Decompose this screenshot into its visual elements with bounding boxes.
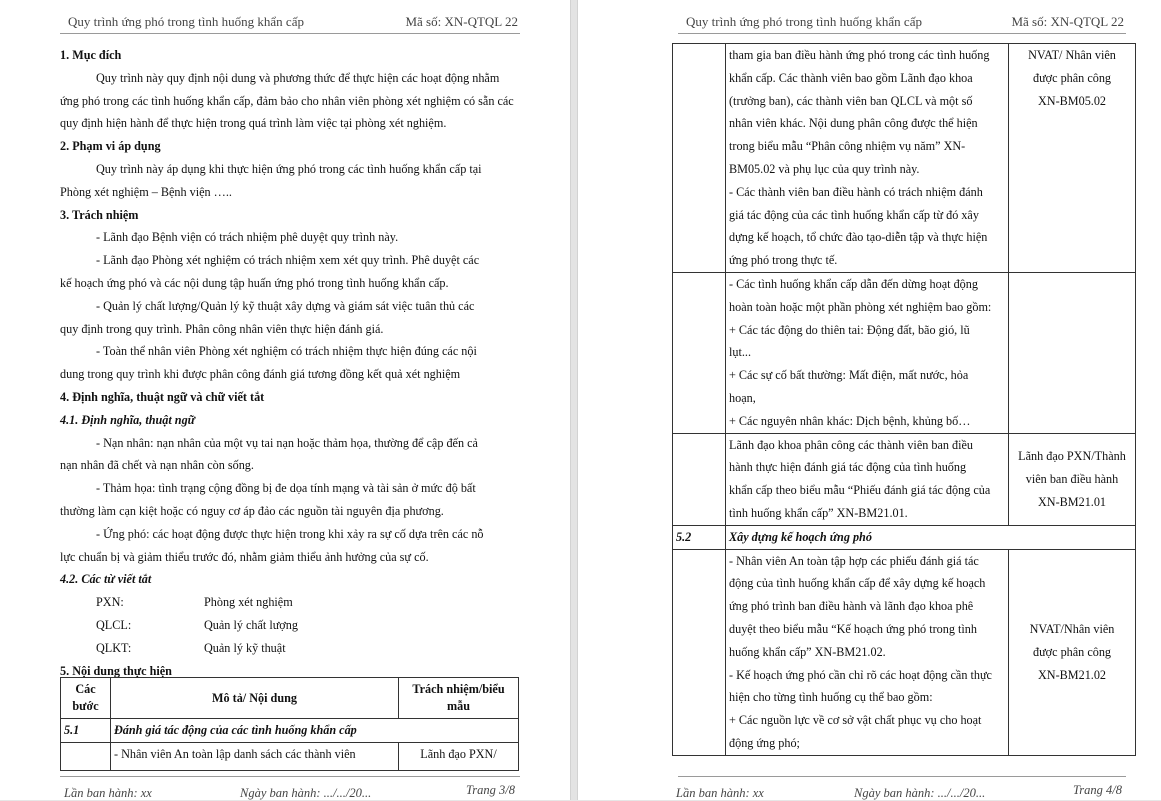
- section-2-heading: 2. Phạm vi áp dụng: [60, 139, 161, 154]
- body-line: kế hoạch ứng phó và các nội dung tập huấn ứng phó trong tình huống khẩn cấp.: [60, 275, 449, 290]
- abbreviation-value: Quản lý chất lượng: [204, 617, 298, 632]
- abbreviation-row: [60, 637, 518, 660]
- body-line: quy định trong quy trình. Phân công nhân viên thực hiện đánh giá.: [60, 321, 384, 336]
- page-footer: [678, 776, 1126, 800]
- table-row: [673, 44, 1136, 273]
- body-line: - Thảm họa: tình trạng cộng đồng bị đe dọa tính mạng và tài sản ở mức độ bất: [96, 481, 476, 496]
- table-row: [61, 742, 519, 770]
- footer-page-number: Trang 3/8: [466, 783, 515, 797]
- table-cell: Lãnh đạo khoa phân công các thành viên ban điều hành thực hiện đánh giá tác động của tình huống khẩn cấp theo biểu mẫu “Phiếu đánh giá tác động của tình huống khẩn cấp” XN-BM21.01.: [726, 433, 1009, 525]
- abbreviation-value: Phòng xét nghiệm: [204, 595, 293, 610]
- page-gutter: [570, 0, 578, 800]
- table-cell: - Nhân viên An toàn lập danh sách các thành viên: [111, 742, 399, 770]
- body-line: - Nạn nhân: nạn nhân của một vụ tai nạn hoặc thảm họa, thường để cập đến cả: [96, 435, 478, 450]
- step-title: Xây dựng kế hoạch ứng phó: [726, 525, 1136, 549]
- table-cell: [61, 742, 111, 770]
- table-row: [673, 549, 1136, 755]
- body-line: lực chuẩn bị và giảm thiểu trước đó, nhằm giảm thiểu ảnh hưởng của sự cố.: [60, 549, 429, 564]
- table-cell: [673, 433, 726, 525]
- body-line: - Lãnh đạo Phòng xét nghiệm có trách nhiệm xem xét quy trình. Phê duyệt các: [96, 253, 480, 268]
- table-cell: Lãnh đạo PXN/Thành viên ban điều hành XN-BM21.01: [1009, 433, 1136, 525]
- body-line: thường làm cạn kiệt hoặc có nguy cơ áp đảo các nguồn tài nguyên địa phương.: [60, 503, 444, 518]
- subsection-4-1-heading: 4.1. Định nghĩa, thuật ngữ: [60, 412, 195, 427]
- footer-date: Ngày ban hành: .../.../20...: [240, 786, 372, 800]
- step-title: Đánh giá tác động của các tình huống khẩn cấp: [111, 719, 519, 743]
- table-cell: - Nhân viên An toàn tập hợp các phiếu đánh giá tác động của tình huống khẩn cấp để xây dựng kế hoạch ứng phó trình ban điều hành và lãnh đạo khoa phê duyệt theo biểu mẫu “Kế hoạch ứng phó trong tình huống khẩn cấp” XN-BM21.02. - Kế hoạch ứng phó cần chỉ rõ các hoạt động cần thực hiện cho từng tình huống cụ thể bao gồm: + Các nguồn lực về cơ sở vật chất phục vụ cho hoạt động ứng phó;: [726, 549, 1009, 755]
- table-row: [673, 272, 1136, 433]
- table-cell: [673, 44, 726, 273]
- column-header-description: Mô tả/ Nội dung: [111, 678, 399, 719]
- abbreviation-key: QLKT:: [96, 640, 132, 655]
- table-cell: tham gia ban điều hành ứng phó trong các tình huống khẩn cấp. Các thành viên bao gồm Lãnh đạo khoa (trưởng ban), các thành viên ban QLCL và một số nhân viên khác. Nội dung phân công được thể hiện trong biểu mẫu “Phân công nhiệm vụ năm” XN- BM05.02 và phụ lục của quy trình này. - Các thành viên ban điều hành có trách nhiệm đánh giá tác động của các tình huống khẩn cấp từ đó xây dựng kế hoạch, tổ chức đào tạo-diễn tập và thực hiện ứng phó trong thực tế.: [726, 44, 1009, 273]
- section-1-heading: 1. Mục đích: [60, 48, 122, 62]
- subsection-4-2-heading: 4.2. Các từ viết tắt: [60, 572, 152, 587]
- body-line: quy định hiện hành để thực hiện trong quá trình làm việc tại phòng xét nghiệm.: [60, 116, 447, 131]
- abbreviation-key: PXN:: [96, 595, 124, 610]
- procedure-table: [60, 677, 519, 771]
- table-cell: [673, 272, 726, 433]
- step-number: 5.2: [673, 525, 726, 549]
- procedure-table-continued: [672, 43, 1136, 756]
- body-line: Phòng xét nghiệm – Bệnh viện …..: [60, 184, 232, 199]
- table-cell: Lãnh đạo PXN/: [399, 742, 519, 770]
- section-5-heading: 5. Nội dung thực hiện: [60, 663, 172, 678]
- column-header-responsibility: Trách nhiệm/biểu mẫu: [399, 678, 519, 719]
- header-title: Quy trình ứng phó trong tình huống khẩn cấp: [686, 14, 922, 29]
- table-cell: [1009, 272, 1136, 433]
- table-cell: - Các tình huống khẩn cấp dẫn đến dừng hoạt động hoàn toàn hoặc một phần phòng xét nghiệm bao gồm: + Các tác động do thiên tai: Động đất, bão gió, lũ lụt... + Các sự cố bất thường: Mất điện, mất nước, hỏa hoạn, + Các nguyên nhân khác: Dịch bệnh, khủng bố…: [726, 272, 1009, 433]
- header-title: Quy trình ứng phó trong tình huống khẩn cấp: [68, 14, 304, 29]
- body-line: - Toàn thể nhân viên Phòng xét nghiệm có trách nhiệm thực hiện đúng các nội: [96, 344, 477, 359]
- abbreviation-value: Quản lý kỹ thuật: [204, 640, 286, 655]
- footer-edition: Lần ban hành: xx: [676, 786, 764, 800]
- abbreviation-row: [60, 614, 518, 637]
- section-4-heading: 4. Định nghĩa, thuật ngữ và chữ viết tắt: [60, 389, 265, 404]
- header-code: Mã số: XN-QTQL 22: [1011, 14, 1124, 29]
- table-row: [61, 719, 519, 743]
- footer-page-number: Trang 4/8: [1073, 783, 1122, 797]
- footer-date: Ngày ban hành: .../.../20...: [854, 786, 986, 800]
- page-header: [678, 12, 1126, 34]
- table-row: [673, 433, 1136, 525]
- body-line: - Lãnh đạo Bệnh viện có trách nhiệm phê duyệt quy trình này.: [96, 230, 399, 245]
- table-header-row: [61, 678, 519, 719]
- body-line: Quy trình này áp dụng khi thực hiện ứng phó trong các tình huống khẩn cấp tại: [96, 161, 482, 176]
- table-cell: NVAT/ Nhân viên được phân công XN-BM05.02: [1009, 44, 1136, 273]
- table-cell: NVAT/Nhân viên được phân công XN-BM21.02: [1009, 549, 1136, 755]
- table-cell: [673, 549, 726, 755]
- body-line: ứng phó trong các tình huống khẩn cấp, đảm bảo cho nhân viên phòng xét nghiệm có sẵn các: [60, 93, 514, 108]
- page-body: [60, 44, 518, 682]
- body-line: - Ứng phó: các hoạt động được thực hiện trong khi xảy ra sự cố dựa trên các nỗ: [96, 526, 484, 541]
- column-header-steps: Các bước: [61, 678, 111, 719]
- page-header: [60, 12, 520, 34]
- step-number: 5.1: [61, 719, 111, 743]
- abbreviation-row: [60, 591, 518, 614]
- abbreviation-key: QLCL:: [96, 617, 132, 632]
- body-line: dung trong quy trình khi được phân công đánh giá tương đồng kết quả xét nghiệm: [60, 367, 461, 382]
- body-line: - Quản lý chất lượng/Quản lý kỹ thuật xây dựng và giám sát việc tuân thủ các: [96, 298, 475, 313]
- section-3-heading: 3. Trách nhiệm: [60, 207, 139, 222]
- table-row: [673, 525, 1136, 549]
- header-code: Mã số: XN-QTQL 22: [405, 14, 518, 29]
- body-line: Quy trình này quy định nội dung và phương thức để thực hiện các hoạt động nhằm: [96, 70, 500, 85]
- body-line: nạn nhân đã chết và nạn nhân còn sống.: [60, 458, 254, 473]
- footer-edition: Lần ban hành: xx: [64, 786, 152, 800]
- document-page-3: [0, 0, 570, 800]
- page-footer: [60, 776, 520, 800]
